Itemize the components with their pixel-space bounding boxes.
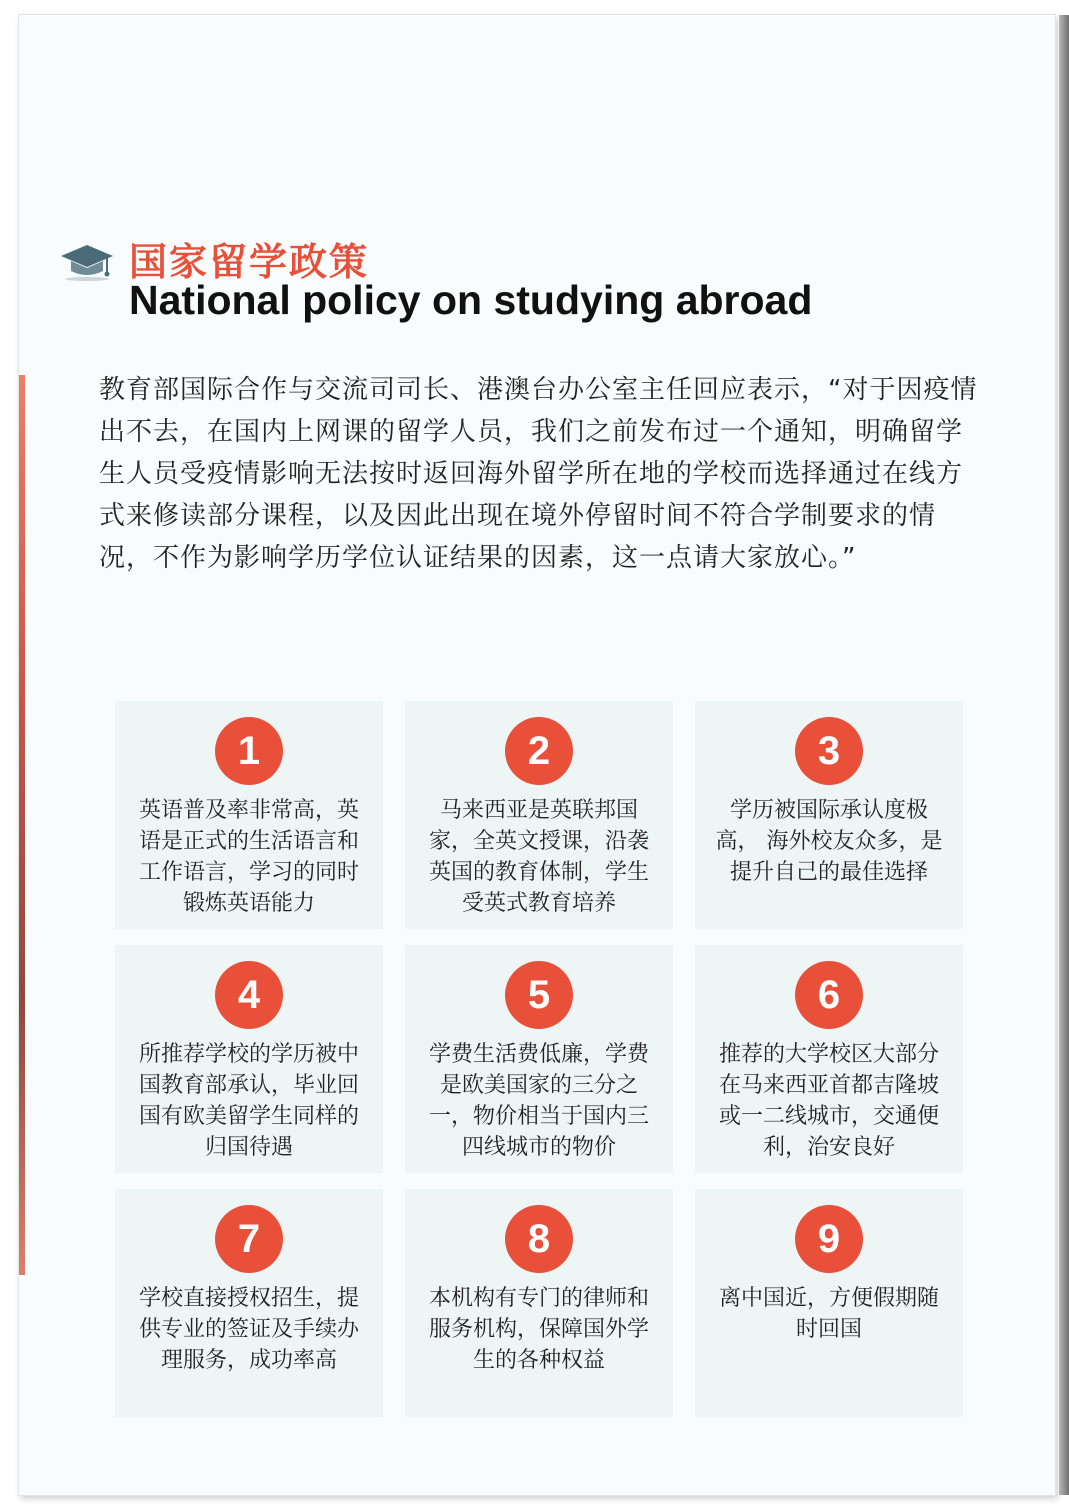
feature-number-badge: 9 — [795, 1205, 863, 1273]
feature-text: 学校直接授权招生，提供专业的签证及手续办理服务，成功率高 — [138, 1286, 359, 1373]
feature-number-badge: 7 — [215, 1205, 283, 1273]
feature-number-badge: 5 — [505, 961, 573, 1029]
feature-text: 学费生活费低廉，学费是欧美国家的三分之一，物价相当于国内三四线城市的物价 — [428, 1042, 649, 1160]
feature-number-badge: 2 — [505, 717, 573, 785]
feature-number-badge: 4 — [215, 961, 283, 1029]
page-edge-stripe — [19, 375, 25, 1275]
feature-card-2 — [405, 701, 673, 929]
feature-card-9 — [695, 1189, 963, 1417]
feature-text: 英语普及率非常高，英语是正式的生活语言和工作语言，学习的同时锻炼英语能力 — [138, 798, 359, 916]
feature-card-1 — [115, 701, 383, 929]
feature-text: 推荐的大学校区大部分在马来西亚首都吉隆坡或一二线城市，交通便利，治安良好 — [718, 1042, 939, 1160]
section-header — [59, 227, 959, 337]
graduation-cap-icon — [59, 241, 115, 281]
feature-card-6 — [695, 945, 963, 1173]
page-shadow-edge — [1059, 15, 1069, 1495]
feature-card-7 — [115, 1189, 383, 1417]
feature-card-8 — [405, 1189, 673, 1417]
intro-paragraph: 教育部国际合作与交流司司长、港澳台办公室主任回应表示，“对于因疫情出不去，在国内上网课的留学人员，我们之前发布过一个通知，明确留学生人员受疫情影响无法按时返回海外留学所在地的学校而选择通过在线方式来修读部分课程，以及因此出现在境外停留时间不符合学制要求的情况，不作为影响学历学位认证结果的因素，这一点请大家放心。” — [99, 375, 978, 573]
feature-text: 离中国近，方便假期随时回国 — [718, 1286, 939, 1342]
feature-text: 所推荐学校的学历被中国教育部承认，毕业回国有欧美留学生同样的归国待遇 — [138, 1042, 359, 1160]
feature-text: 学历被国际承认度极高， 海外校友众多，是提升自己的最佳选择 — [715, 798, 943, 885]
features-grid — [115, 701, 967, 1416]
feature-number-badge: 1 — [215, 717, 283, 785]
feature-number-badge: 6 — [795, 961, 863, 1029]
feature-text: 马来西亚是英联邦国家，全英文授课，沿袭英国的教育体制，学生受英式教育培养 — [428, 798, 649, 916]
feature-card-4 — [115, 945, 383, 1173]
title-english: National policy on studying abroad — [129, 277, 813, 323]
feature-number-badge: 8 — [505, 1205, 573, 1273]
feature-card-5 — [405, 945, 673, 1173]
feature-card-3 — [695, 701, 963, 929]
brochure-page — [18, 14, 1056, 1496]
feature-text: 本机构有专门的律师和服务机构，保障国外学生的各种权益 — [428, 1286, 649, 1373]
title-chinese: 国家留学政策 — [129, 240, 370, 284]
feature-number-badge: 3 — [795, 717, 863, 785]
